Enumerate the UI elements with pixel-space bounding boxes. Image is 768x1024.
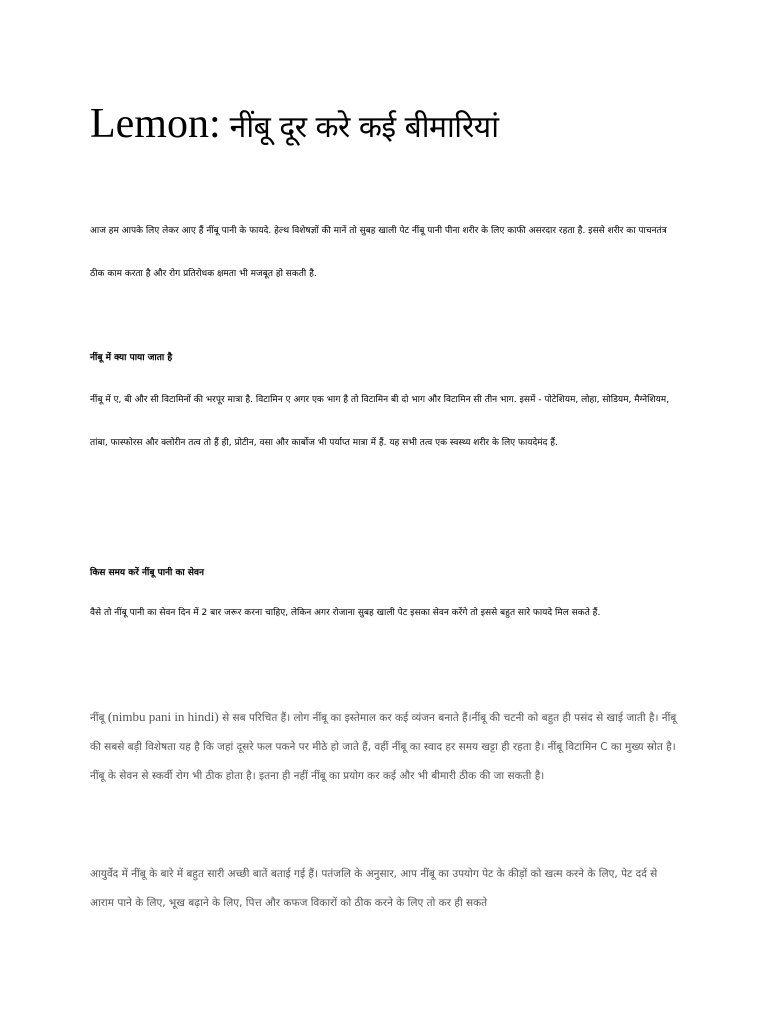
- nimbu-paragraph-start: नींबू: [90, 712, 108, 724]
- section-heading-contents: नींबू में क्या पाया जाता है: [90, 353, 173, 363]
- nimbu-paragraph-latin: (nimbu pani in hindi): [107, 709, 219, 724]
- timing-paragraph: वैसे तो नींबू पानी का सेवन दिन में 2 बार जरूर करना चाहिए, लेकिन अगर रोजाना सुबह खाली पेट इसका सेवन करेंगे तो इससे बहुत सारे फायदे मिल सकते हैं.: [90, 608, 601, 618]
- section-heading-timing: किस समय करें नींबू पानी का सेवन: [90, 568, 204, 578]
- nimbu-paragraph: [90, 702, 684, 791]
- intro-paragraph: आज हम आपके लिए लेकर आए हैं नींबू पानी के फायदे. हेल्थ विशेषज्ञों की मानें तो सुबह खाली पेट नींबू पानी पीना शरीर के लिए काफी असरदार रहता है. इससे शरीर का पाचनतंत्र ठीक काम करता है और रोग प्रतिरोधक क्षमता भी मजबूत हो सकती है.: [90, 226, 667, 279]
- title-english: Lemon:: [90, 101, 221, 147]
- ayurveda-paragraph: आयुर्वेद में नींबू के बारे में बहुत सारी अच्छी बातें बताई गई हैं। पतंजलि के अनुसार, आप नींबू का उपयोग पेट के कीड़ों को खत्म करने के लिए, पेट दर्द से आराम पाने के लिए, भूख बढ़ाने के लिए, पित्त और कफज विकारों को ठीक करने के लिए तो कर ही सकते: [90, 868, 658, 909]
- title-hindi: नींबू दूर करे कई बीमारियां: [220, 110, 499, 145]
- nimbu-paragraph-rest: से सब परिचित हैं। लोग नींबू का इस्तेमाल कर कई व्यंजन बनाते हैं।नींबू की चटनी को बहुत ही पसंद से खाई जाती है। नींबू की सबसे बड़ी विशेषता यह है कि जहां दूसरे फल पकने पर मीठे हो जाते हैं, वहीं नींबू का स्वाद हर समय खट्टा ही रहता है। नींबू विटामिन C का मुख्य स्रोत है। नींबू के सेवन से स्कर्वी रोग भी ठीक होता है। इतना ही नहीं नींबू का प्रयोग कर कई और भी बीमारी ठीक की जा सकती है।: [90, 712, 677, 782]
- page-title: [90, 96, 498, 156]
- vitamins-paragraph: नींबू में ए, बी और सी विटामिनों की भरपूर मात्रा है. विटामिन ए अगर एक भाग है तो विटामिन बी दो भाग और विटामिन सी तीन भाग. इसमें - पोटेशियम, लोहा, सोडियम, मैग्नेशियम, तांबा, फास्फोरस और क्लोरीन तत्व तो हैं ही, प्रोटीन, वसा और कार्बोज भी पर्याप्त मात्रा में हैं. यह सभी तत्व एक स्वस्थ्य शरीर के लिए फायदेमंद हैं.: [90, 395, 670, 448]
